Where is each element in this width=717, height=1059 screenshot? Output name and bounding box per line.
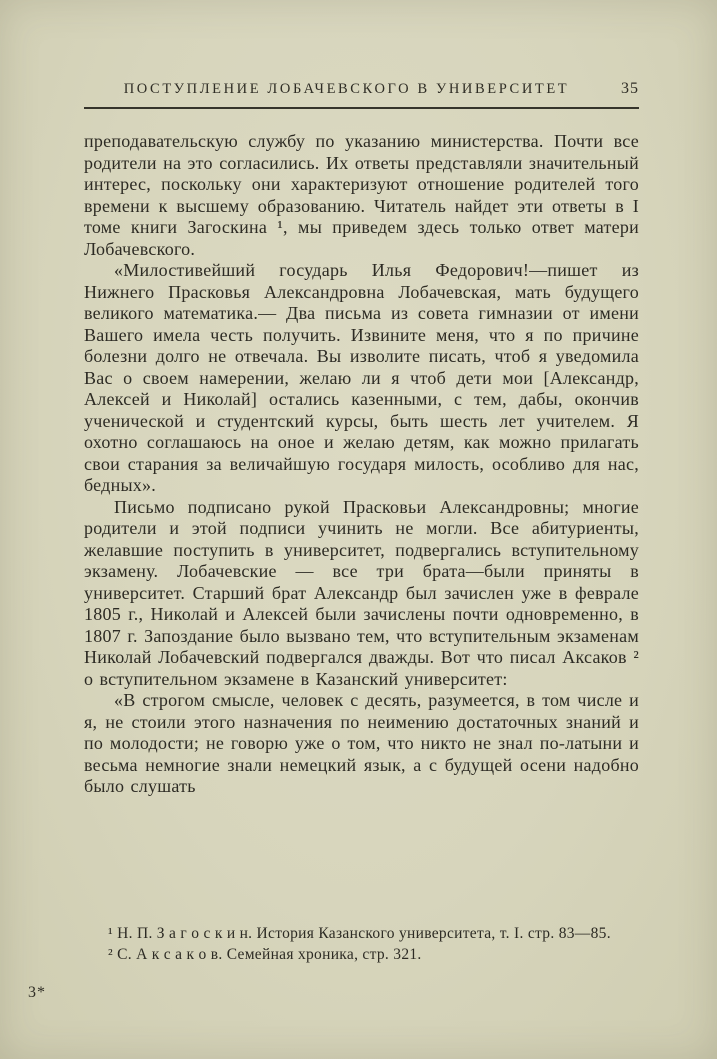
page-number: 35 [621, 80, 639, 97]
footnote-1: ¹ Н. П. З а г о с к и н. История Казанского университета, т. I. стр. 83—85. [108, 925, 611, 942]
footnote-2: ² С. А к с а к о в. Семейная хроника, стр. 321. [108, 946, 422, 963]
running-header [84, 80, 639, 109]
signature-mark: 3* [28, 984, 46, 1001]
body-text [84, 131, 639, 798]
running-header-title: ПОСТУПЛЕНИЕ ЛОБАЧЕВСКОГО В УНИВЕРСИТЕТ [123, 81, 570, 97]
paragraph-3: Письмо подписано рукой Прасковьи Александровны; многие родители и этой подписи учинить не могли. Все абитуриенты, желавшие поступить в университет, подвергались вступительному экзамену. Лобачевские — все три брата—были приняты в университет. Старший брат Александр был зачислен уже в феврале 1805 г., Николай и Алексей были зачислены почти одновременно, в 1807 г. Запоздание было вызвано тем, что вступительным экзаменам Николай Лобачевский подвергался дважды. Вот что писал Аксаков ² о вступительном экзамене в Казанский университет: [84, 496, 639, 689]
paragraph-2: «Милостивейший государь Илья Федорович!—пишет из Нижнего Прасковья Александровна Лобачевская, мать будущего великого математика.— Два письма из совета гимназии от имени Вашего имела честь получить. Извините меня, что я по причине болезни долго не отвечала. Вы изволите писать, чтоб я уведомила Вас о своем намерении, желаю ли я чтоб дети мои [Александр, Алексей и Николай] остались казенными, с тем, дабы, окончив ученической и студентский курсы, быть шесть лет учителем. Я охотно соглашаюсь на оное и желаю детям, как можно прилагать свои старания за величайшую государя милость, особливо для нас, бедных». [84, 260, 639, 495]
paragraph-1: преподавательскую службу по указанию министерства. Почти все родители на это согласились. Их ответы представляли значительный интерес, поскольку они характеризуют отношение родителей того времени к высшему образованию. Читатель найдет эти ответы в I томе книги Загоскина ¹, мы приведем здесь только ответ матери Лобачевского. [84, 131, 639, 259]
footnotes [84, 923, 639, 965]
paragraph-4: «В строгом смысле, человек с десять, разумеется, в том числе и я, не стоили этого назначения по неимению достаточных знаний и по молодости; не говорю уже о том, что никто не знал по-латыни и весьма немногие знали немецкий язык, а с будущей осени надобно было слушать [84, 690, 639, 796]
